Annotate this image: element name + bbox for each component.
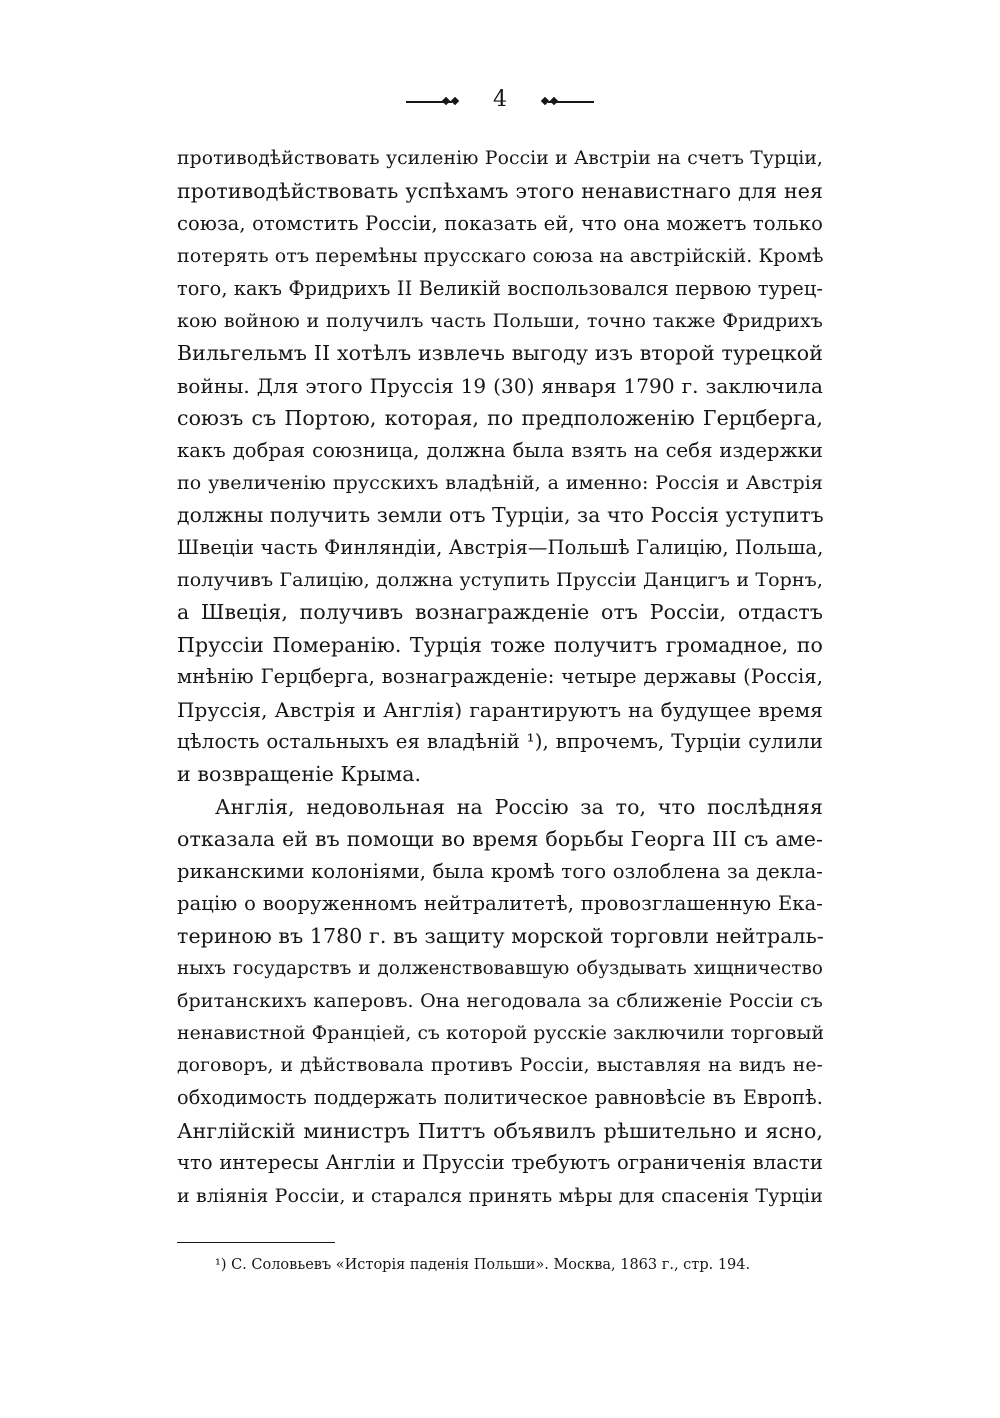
text-line: какъ добрая союзница, должна была взять на себя издержки [177,438,823,462]
page-header [0,84,1000,120]
text-line: союзъ съ Портою, которая, по предположенію Герцберга, [177,406,823,431]
body-text [177,143,823,1212]
text-line: риканскими колоніями, была кромѣ того озлоблена за декла- [177,859,823,883]
text-line: цѣлость остальныхъ ея владѣній ¹), впрочемъ, Турціи сулили [177,730,823,754]
text-line: того, какъ Фридрихъ II Великій воспользовался первою турец- [177,276,823,300]
header-ornament-right [548,101,594,103]
text-line: кою войною и получилъ часть Польши, точно также Фридрихъ [177,309,823,332]
text-line: мнѣнію Герцберга, вознагражденіе: четыре державы (Россія, [177,665,823,689]
text-line: и вліянія Россіи, и старался принять мѣры для спасенія Турціи [177,1184,823,1207]
text-line: противодѣйствовать успѣхамъ этого ненавистнаго для нея [177,179,823,204]
text-line: рацію о вооруженномъ нейтралитетѣ, провозглашенную Ека- [177,891,823,915]
text-line: британскихъ каперовъ. Она негодовала за сближеніе Россіи съ [177,990,823,1013]
paragraph-2 [177,791,823,1212]
text-line: что интересы Англіи и Пруссіи требуютъ ограниченія власти [177,1151,823,1175]
text-line: по увеличенію прусскихъ владѣній, а именно: Россія и Австрія [177,471,823,494]
text-line: отказала ей въ помощи во время борьбы Георга III съ аме- [177,827,823,852]
page-number: 4 [493,87,507,112]
text-line: должны получить земли отъ Турціи, за что Россія уступитъ [177,503,824,528]
text-line: противодѣйствовать усиленію Россіи и Австріи на счетъ Турціи, [177,148,823,169]
text-line: Англійскій министръ Питтъ объявилъ рѣшительно и ясно, [177,1118,823,1143]
footnote: ¹) С. Соловьевъ «Исторія паденія Польши». Москва, 1863 г., стр. 194. [215,1257,751,1273]
text-line: Швеціи часть Финляндіи, Австрія—Польшѣ Галицію, Польша, [177,535,824,559]
text-line: войны. Для этого Пруссія 19 (30) января 1790 г. заключила [177,373,823,398]
text-line: Пруссія, Австрія и Англія) гарантируютъ на будущее время [177,697,823,722]
text-line: и возвращеніе Крыма. [177,762,422,787]
text-line: ненавистной Франціей, съ которой русскіе заключили торговый [177,1022,825,1044]
text-line: получивъ Галицію, должна уступить Пруссіи Данцигъ и Торнъ, [177,569,823,592]
header-diamond-left-2 [451,97,459,105]
text-line: Вильгельмъ II хотѣлъ извлечь выгоду изъ второй турецкой [177,341,823,366]
header-diamond-left-1 [442,97,450,105]
text-line: а Швеція, получивъ вознагражденіе отъ Россіи, отдастъ [177,600,823,625]
text-line: договоръ, и дѣйствовала противъ Россіи, выставляя на видъ не- [177,1054,823,1076]
paragraph-1 [177,143,823,791]
text-line: Англія, недовольная на Россію за то, что послѣдняя [215,794,823,819]
text-line: териною въ 1780 г. въ защиту морской торговли нейтраль- [177,924,824,949]
footnote-divider [177,1242,335,1243]
text-line: потерять отъ перемѣны прусскаго союза на австрійскій. Кромѣ [177,245,824,268]
text-line: Пруссіи Померанію. Турція тоже получитъ громадное, по [177,632,823,657]
text-line: ныхъ государствъ и долженствовавшую обуздывать хищничество [177,957,823,979]
text-line: обходимость поддержать политическое равновѣсіе въ Европѣ. [177,1086,823,1110]
text-line: союза, отомстить Россіи, показать ей, что она можетъ только [177,211,823,235]
